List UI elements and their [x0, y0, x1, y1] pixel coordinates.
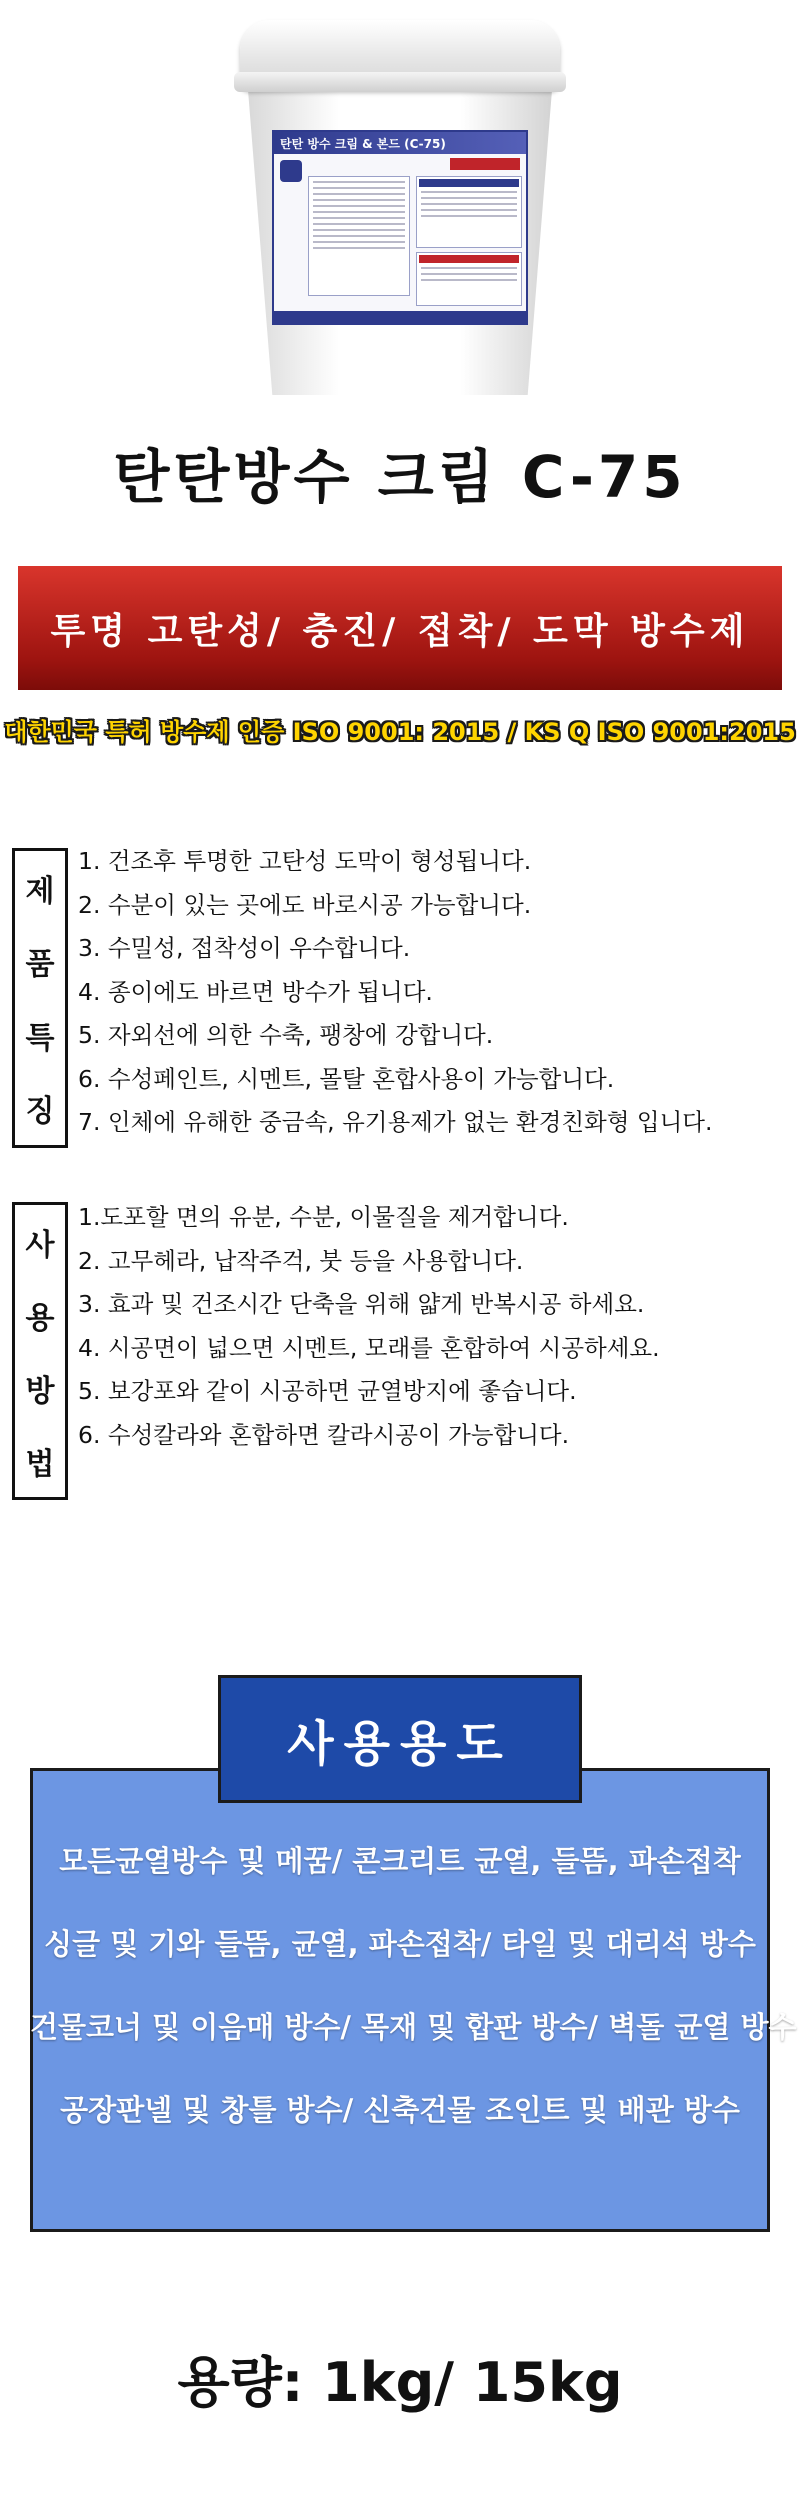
usage-method-label-char: 방 [25, 1373, 55, 1409]
bucket-label [272, 130, 528, 325]
usage-method-item: 2. 고무헤라, 납작주걱, 붓 등을 사용합니다. [78, 1246, 524, 1275]
features-label-char: 제 [25, 873, 55, 909]
product-image [240, 20, 560, 410]
feature-item: 6. 수성페인트, 시멘트, 몰탈 혼합사용이 가능합니다. [78, 1064, 615, 1093]
feature-item: 4. 종이에도 바르면 방수가 됩니다. [78, 977, 433, 1006]
feature-item: 7. 인체에 유해한 중금속, 유기용제가 없는 환경친화형 입니다. [78, 1108, 713, 1136]
label-text-block-right-top [416, 176, 522, 248]
applications-heading: 사용용도 [287, 1715, 513, 1772]
usage-method-label-char: 용 [25, 1300, 55, 1336]
usage-method-item: 5. 보강포와 같이 시공하면 균열방지에 좋습니다. [78, 1377, 577, 1405]
usage-method-label-char: 사 [25, 1227, 55, 1263]
features-label-char: 특 [25, 1020, 55, 1056]
feature-banner-text: 투명 고탄성/ 충진/ 접착/ 도막 방수제 [50, 610, 750, 652]
label-text-block-left [308, 176, 410, 296]
bucket-label-title: 탄탄 방수 크림 & 본드 (C-75) [274, 132, 526, 154]
brand-logo-icon [280, 160, 302, 182]
features-label-char: 품 [25, 947, 55, 983]
application-line: 모든균열방수 및 메꿈/ 콘크리트 균열, 들뜸, 파손접착 [59, 1844, 741, 1878]
product-title: 탄탄방수 크림 C-75 [113, 443, 687, 511]
usage-method-item: 6. 수성칼라와 혼합하면 칼라시공이 가능합니다. [78, 1420, 570, 1449]
capacity-text: 용량: 1kg/ 15kg [177, 2351, 623, 2414]
feature-item: 3. 수밀성, 접착성이 우수합니다. [78, 934, 411, 962]
feature-item: 5. 자외선에 의한 수축, 팽창에 강합니다. [78, 1021, 494, 1049]
certification-text: 대한민국 특허 방수제 인증 ISO 9001: 2015 / KS Q ISO 9001:2015 [4, 718, 796, 746]
usage-method-list [78, 1196, 796, 1457]
usage-method-item: 1.도포할 면의 유분, 수분, 이물질을 제거합니다. [78, 1203, 569, 1231]
usage-method-label-box [12, 1202, 68, 1500]
usage-method-item: 3. 효과 및 건조시간 단축을 위해 얇게 반복시공 하세요. [78, 1290, 645, 1318]
features-label-char: 징 [25, 1094, 55, 1130]
applications-heading-tab [218, 1675, 582, 1803]
feature-item: 1. 건조후 투명한 고탄성 도막이 형성됩니다. [78, 847, 532, 875]
feature-banner [18, 566, 782, 690]
feature-item: 2. 수분이 있는 곳에도 바로시공 가능합니다. [78, 890, 532, 919]
label-red-tag [450, 158, 520, 170]
features-list [78, 840, 796, 1145]
usage-method-label-char: 법 [25, 1446, 55, 1482]
features-label-box [12, 848, 68, 1148]
application-line: 건물코너 및 이음매 방수/ 목재 및 합판 방수/ 벽돌 균열 방수 [30, 2010, 797, 2044]
bucket-lid-rim [234, 72, 566, 92]
application-line: 싱글 및 기와 들뜸, 균열, 파손접착/ 타일 및 대리석 방수 [44, 1927, 756, 1961]
label-text-block-right-bottom [416, 252, 522, 306]
usage-method-item: 4. 시공면이 넓으면 시멘트, 모래를 혼합하여 시공하세요. [78, 1333, 660, 1362]
application-line: 공장판넬 및 창틀 방수/ 신축건물 조인트 및 배관 방수 [60, 2093, 740, 2127]
applications-list [30, 1820, 797, 2152]
label-bottom-stripe [274, 311, 526, 323]
